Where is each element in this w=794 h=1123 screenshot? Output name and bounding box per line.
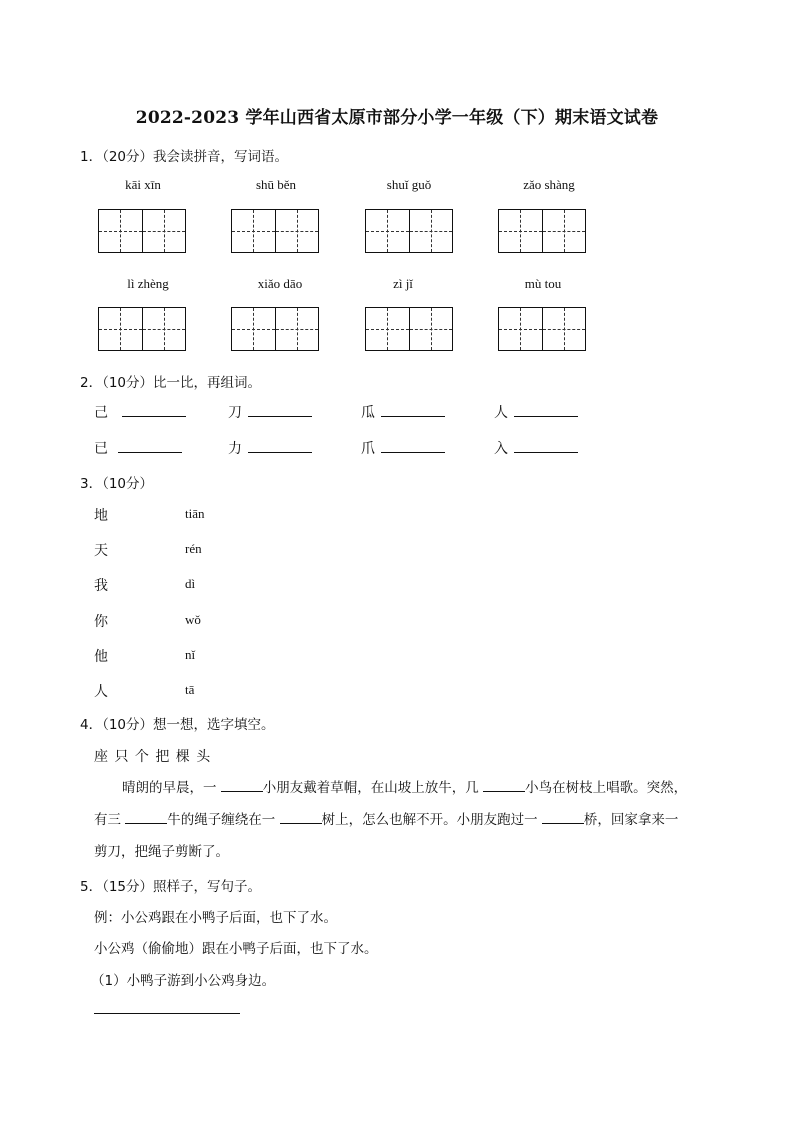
match-char[interactable]: 天 — [94, 543, 108, 559]
q1-pinyin: lì zhèng — [127, 276, 169, 291]
compare-item — [361, 438, 445, 458]
answer-blank[interactable] — [542, 823, 584, 824]
compare-item — [494, 438, 578, 458]
match-char[interactable]: 他 — [94, 649, 108, 665]
passage-text: 小鸟在树枝上唱歌。突然， — [525, 780, 688, 796]
q1-pinyin: zǎo shàng — [523, 177, 575, 192]
match-char[interactable]: 我 — [94, 578, 108, 594]
example-sentence: 例：小公鸡跟在小鸭子后面，也下了水。 — [94, 910, 337, 926]
q1-pinyin: xiǎo dāo — [257, 276, 303, 291]
sub-question: （1）小鸭子游到小公鸡身边。 — [91, 973, 276, 989]
page-title: 2022-2023 学年山西省太原市部分小学一年级（下）期末语文试卷 — [135, 108, 659, 128]
passage-text: 小朋友戴着草帽，在山坡上放牛，几 — [262, 780, 484, 796]
compare-item — [228, 402, 312, 422]
compare-char: 瓜 — [361, 405, 375, 421]
word-options: 座 只 个 把 棵 头 — [94, 749, 211, 765]
writing-grid[interactable] — [98, 209, 186, 253]
q2-heading: 2．（10分）比一比，再组词。 — [80, 375, 262, 391]
answer-blank[interactable] — [514, 416, 578, 417]
passage-line: 剪刀，把绳子剪断了。 — [94, 844, 229, 860]
answer-blank[interactable] — [248, 416, 312, 417]
match-char[interactable]: 人 — [94, 684, 108, 700]
answer-blank[interactable] — [514, 452, 578, 453]
q3-heading: 3．（10分） — [80, 476, 154, 492]
match-pinyin[interactable]: rén — [185, 541, 202, 556]
q4-heading: 4．（10分）想一想，选字填空。 — [80, 717, 275, 733]
compare-item — [494, 402, 578, 422]
writing-grid[interactable] — [231, 209, 319, 253]
match-pinyin[interactable]: tā — [185, 682, 195, 697]
answer-blank[interactable] — [483, 791, 525, 792]
answer-blank[interactable] — [125, 823, 167, 824]
match-pinyin[interactable]: wǒ — [185, 612, 201, 627]
writing-grid[interactable] — [498, 307, 586, 351]
match-pinyin[interactable]: dì — [185, 576, 196, 591]
answer-blank[interactable] — [381, 416, 445, 417]
q1-pinyin: shuǐ guǒ — [386, 177, 432, 192]
match-pinyin[interactable]: nǐ — [185, 647, 196, 662]
writing-grid[interactable] — [231, 307, 319, 351]
example-sentence: 小公鸡（偷偷地）跟在小鸭子后面，也下了水。 — [94, 941, 378, 957]
compare-char: 已 — [94, 441, 108, 457]
q1-pinyin: shū běn — [255, 177, 297, 192]
compare-char: 刀 — [228, 405, 242, 421]
compare-item — [361, 402, 445, 422]
compare-char: 己 — [94, 405, 108, 421]
compare-char: 爪 — [361, 441, 375, 457]
passage-text: 树上，怎么也解不开。小朋友跑过一 — [321, 812, 542, 828]
answer-blank[interactable] — [280, 823, 322, 824]
answer-line[interactable] — [94, 1013, 240, 1014]
compare-item — [228, 438, 312, 458]
passage-text: 有三 — [94, 812, 126, 828]
writing-grid[interactable] — [98, 307, 186, 351]
match-char[interactable]: 你 — [94, 614, 108, 630]
compare-char: 人 — [494, 405, 508, 421]
answer-blank[interactable] — [221, 791, 263, 792]
writing-grid[interactable] — [498, 209, 586, 253]
passage-text: 桥，回家拿来一 — [583, 812, 679, 828]
answer-blank[interactable] — [122, 416, 186, 417]
answer-blank[interactable] — [381, 452, 445, 453]
answer-blank[interactable] — [118, 452, 182, 453]
q5-heading: 5．（15分）照样子，写句子。 — [80, 879, 262, 895]
answer-blank[interactable] — [248, 452, 312, 453]
q1-pinyin: mù tou — [524, 276, 562, 291]
q1-pinyin: kāi xīn — [125, 177, 161, 192]
passage-line — [94, 805, 678, 836]
match-pinyin[interactable]: tiān — [185, 506, 205, 521]
compare-char: 入 — [494, 441, 508, 457]
compare-item — [94, 402, 186, 422]
compare-item — [94, 438, 182, 458]
writing-grid[interactable] — [365, 307, 453, 351]
writing-grid[interactable] — [365, 209, 453, 253]
match-char[interactable]: 地 — [94, 508, 108, 524]
passage-text: 晴朗的早晨，一 — [122, 780, 221, 796]
passage-text: 牛的绳子缠绕在一 — [167, 812, 280, 828]
q1-pinyin: zì jǐ — [393, 276, 413, 291]
q1-heading: 1．（20分）我会读拼音，写词语。 — [80, 149, 289, 165]
compare-char: 力 — [228, 441, 242, 457]
passage-line — [122, 773, 687, 804]
